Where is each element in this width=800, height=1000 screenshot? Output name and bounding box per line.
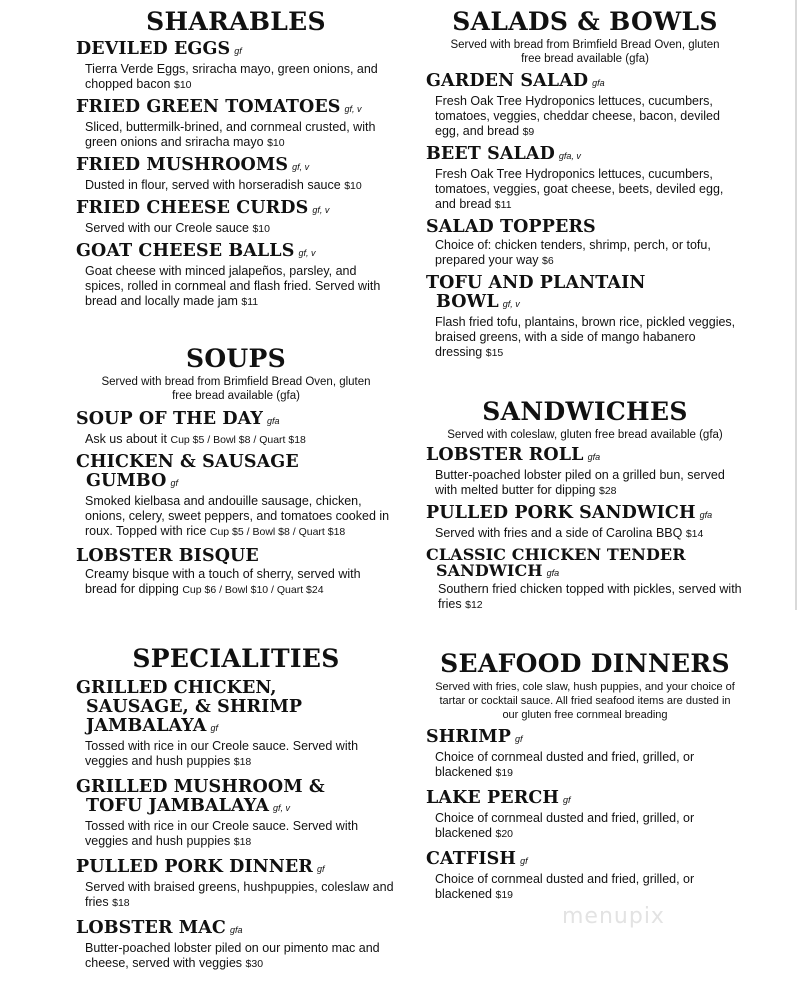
item-name: GRILLED MUSHROOM &	[76, 777, 325, 797]
diet-tag: gfa	[229, 925, 243, 935]
item-price: $11	[494, 199, 512, 211]
section-note: Served with bread from Brimfield Bread Oven, gluten free bread available (gfa)	[450, 39, 720, 65]
menu-item	[76, 410, 396, 448]
section-note: Served with fries, cole slaw, hush puppies, and your choice of tartar or cocktail sauce. All fried seafood items are dusted in our gluten free cornmeal breading	[435, 681, 735, 721]
item-name: CHICKEN & SAUSAGE	[76, 452, 299, 472]
item-price: Cup $5 / Bowl $8 / Quart $18	[170, 434, 306, 446]
diet-tag: gf, v	[273, 803, 291, 813]
menu-item	[76, 858, 396, 911]
item-description: Dusted in flour, served with horseradish sauce	[85, 178, 341, 192]
menu-item	[426, 145, 744, 213]
diet-tag: gf	[170, 478, 178, 488]
diet-tag: gf	[210, 723, 218, 733]
item-description: Served with braised greens, hushpuppies, coleslaw and fries	[85, 880, 394, 909]
item-price: $9	[522, 126, 535, 138]
menu-item	[426, 72, 744, 140]
menu-item	[76, 40, 396, 93]
item-price: $10	[344, 180, 362, 192]
item-name: PULLED PORK SANDWICH	[426, 503, 696, 523]
item-price: $14	[685, 528, 704, 540]
item-name: CATFISH	[426, 849, 517, 869]
specialities-section	[76, 645, 396, 972]
diet-tag: gfa	[546, 568, 560, 578]
item-name: LOBSTER ROLL	[426, 445, 584, 465]
item-price: $28	[599, 485, 617, 497]
item-description: Smoked kielbasa and andouille sausage, chicken, onions, celery, sweet peppers, and tomatoes cooked in roux. Topped with rice	[85, 494, 390, 538]
menu-item	[426, 504, 744, 542]
section-title: SOUPS	[186, 344, 286, 373]
item-name: LAKE PERCH	[426, 788, 560, 808]
item-description: Served with fries and a side of Carolina BBQ	[435, 526, 683, 540]
item-name: GUMBO	[86, 471, 167, 491]
page-edge-divider	[795, 0, 797, 610]
diet-tag: gf, v	[502, 299, 520, 309]
item-name: GOAT CHEESE BALLS	[76, 241, 295, 261]
diet-tag: gf	[520, 856, 528, 866]
seafood-section	[426, 650, 744, 903]
salads-section	[426, 8, 744, 361]
diet-tag: gfa	[592, 78, 605, 88]
sandwiches-section	[426, 398, 744, 613]
menu-item	[76, 453, 396, 540]
item-price: $19	[495, 889, 514, 901]
item-price: $30	[245, 958, 264, 970]
diet-tag: gfa	[267, 416, 280, 426]
item-description: Flash fried tofu, plantains, brown rice, pickled veggies, braised greens, with a side of mango habanero dressing	[435, 315, 736, 359]
menu-item	[76, 98, 396, 151]
item-description: Choice of cornmeal dusted and fried, grilled, or blackened	[435, 811, 695, 840]
item-name: PULLED PORK DINNER	[76, 857, 313, 877]
item-name: FRIED MUSHROOMS	[76, 155, 289, 175]
item-description: Ask us about it	[85, 432, 167, 446]
menu-item	[76, 778, 396, 850]
item-description: Tossed with rice in our Creole sauce. Served with veggies and hush puppies	[85, 739, 359, 768]
section-note: Served with bread from Brimfield Bread Oven, gluten free bread available (gfa)	[101, 376, 371, 402]
item-description: Butter-poached lobster piled on our pimento mac and cheese, served with veggies	[85, 941, 380, 970]
item-description: Tossed with rice in our Creole sauce. Served with veggies and hush puppies	[85, 819, 359, 848]
item-description: Sliced, buttermilk-brined, and cornmeal crusted, with green onions and sriracha mayo	[85, 120, 376, 149]
soups-section	[76, 345, 396, 598]
item-price: $6	[542, 255, 554, 267]
item-name: CLASSIC CHICKEN TENDER	[426, 545, 686, 564]
item-name: SAUSAGE, & SHRIMP	[86, 697, 303, 717]
sharables-section	[76, 8, 396, 310]
menu-item	[426, 218, 744, 269]
item-name: GARDEN SALAD	[426, 71, 589, 91]
section-title: SANDWICHES	[482, 397, 688, 426]
item-name: SOUP OF THE DAY	[76, 409, 264, 429]
diet-tag: gfa	[587, 452, 601, 462]
item-description: Tierra Verde Eggs, sriracha mayo, green onions, and chopped bacon	[85, 62, 378, 91]
item-price: $10	[267, 137, 285, 149]
item-price: Cup $6 / Bowl $10 / Quart $24	[182, 584, 324, 596]
diet-tag: gf, v	[312, 205, 330, 215]
diet-tag: gfa, v	[558, 151, 581, 161]
item-name: GRILLED CHICKEN,	[76, 678, 277, 698]
menu-item	[426, 274, 744, 361]
item-name: FRIED GREEN TOMATOES	[76, 97, 341, 117]
item-price: $11	[241, 296, 259, 308]
section-title: SALADS & BOWLS	[452, 7, 718, 36]
menu-item	[76, 156, 396, 194]
menu-item	[76, 919, 396, 972]
diet-tag: gfa	[699, 510, 713, 520]
item-description: Choice of: chicken tenders, shrimp, perch, or tofu, prepared your way	[435, 238, 711, 267]
menu-item	[426, 446, 744, 499]
menu-item	[426, 547, 744, 613]
item-name: BEET SALAD	[426, 144, 555, 164]
item-name: SHRIMP	[426, 727, 512, 747]
item-name: SALAD TOPPERS	[426, 217, 596, 237]
menu-item	[76, 199, 396, 237]
section-note: Served with coleslaw, gluten free bread available (gfa)	[447, 429, 723, 441]
section-title: SPECIALITIES	[132, 644, 340, 673]
item-name: DEVILED EGGS	[76, 39, 231, 59]
diet-tag: gf	[563, 795, 571, 805]
item-description: Goat cheese with minced jalapeños, parsley, and spices, rolled in cornmeal and flash fried. Served with bread and locally made jam	[85, 264, 381, 308]
diet-tag: gf, v	[292, 162, 310, 172]
item-price: $10	[252, 223, 270, 235]
menu-item	[76, 679, 396, 770]
item-price: $10	[173, 79, 192, 91]
section-title: SHARABLES	[146, 7, 326, 36]
item-name: LOBSTER BISQUE	[76, 546, 259, 566]
item-price: $15	[485, 347, 504, 359]
item-description: Choice of cornmeal dusted and fried, grilled, or blackened	[435, 872, 695, 901]
item-price: $18	[233, 756, 252, 768]
menu-item	[76, 242, 396, 310]
item-name: SANDWICH	[436, 561, 543, 580]
item-description: Choice of cornmeal dusted and fried, grilled, or blackened	[435, 750, 695, 779]
diet-tag: gf, v	[298, 248, 316, 258]
diet-tag: gf, v	[344, 104, 362, 114]
menu-item	[426, 728, 744, 781]
item-description: Served with our Creole sauce	[85, 221, 249, 235]
item-price: $18	[112, 897, 130, 909]
item-name: BOWL	[436, 292, 499, 312]
diet-tag: gf	[234, 46, 242, 56]
menu-item	[76, 547, 396, 598]
item-price: $12	[465, 599, 483, 611]
item-name: LOBSTER MAC	[76, 918, 226, 938]
watermark-text: menupix	[562, 904, 665, 929]
item-price: $20	[495, 828, 514, 840]
item-name: JAMBALAYA	[86, 716, 207, 736]
item-name: TOFU JAMBALAYA	[86, 796, 270, 816]
item-description: Southern fried chicken topped with pickles, served with fries	[438, 582, 742, 611]
item-description: Creamy bisque with a touch of sherry, served with bread for dipping	[85, 567, 361, 596]
diet-tag: gf	[316, 864, 325, 874]
item-description: Butter-poached lobster piled on a grilled bun, served with melted butter for dipping	[435, 468, 725, 497]
item-name: TOFU AND PLANTAIN	[426, 273, 646, 293]
item-price: $19	[495, 767, 514, 779]
section-title: SEAFOOD DINNERS	[440, 649, 730, 678]
menu-item	[426, 789, 744, 842]
item-description: Fresh Oak Tree Hydroponics lettuces, cucumbers, tomatoes, veggies, goat cheese, beets, deviled egg, and bread	[435, 167, 724, 211]
menu-item	[426, 850, 744, 903]
item-description: Fresh Oak Tree Hydroponics lettuces, cucumbers, tomatoes, veggies, cheddar cheese, bacon, deviled egg, and bread	[435, 94, 720, 138]
item-price: Cup $5 / Bowl $8 / Quart $18	[209, 526, 346, 538]
item-name: FRIED CHEESE CURDS	[76, 198, 309, 218]
item-price: $18	[233, 836, 252, 848]
diet-tag: gf	[515, 734, 523, 744]
